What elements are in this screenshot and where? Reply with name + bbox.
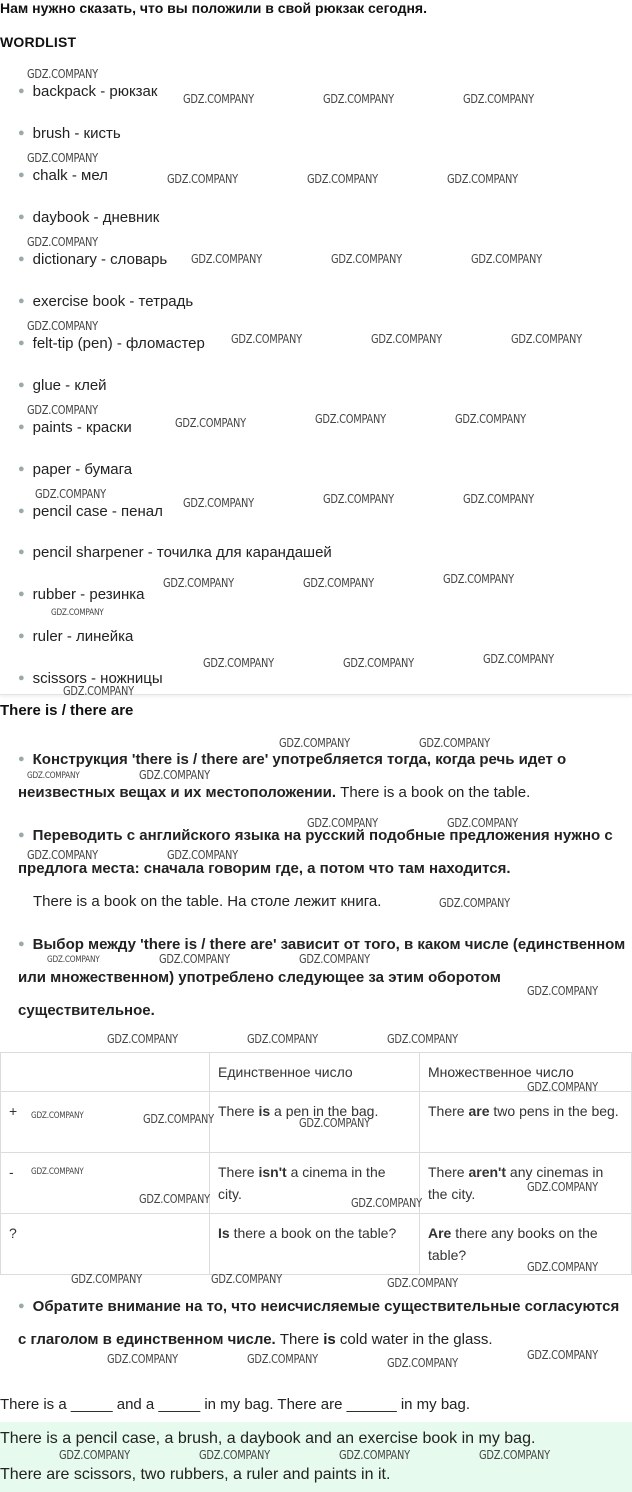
- watermark: GDZ.COMPANY: [247, 1352, 318, 1366]
- bullet-icon: ●: [18, 379, 25, 391]
- watermark: GDZ.COMPANY: [307, 172, 378, 186]
- watermark: GDZ.COMPANY: [279, 736, 350, 750]
- watermark: GDZ.COMPANY: [163, 576, 234, 590]
- watermark: GDZ.COMPANY: [439, 896, 510, 910]
- wordlist-item: ● felt-tip (pen) - фломастер: [18, 335, 205, 352]
- watermark: GDZ.COMPANY: [343, 656, 414, 670]
- watermark: GDZ.COMPANY: [27, 151, 98, 165]
- table-header-singular: Единственное число: [210, 1053, 420, 1092]
- bullet-icon: ●: [18, 85, 25, 97]
- watermark: GDZ.COMPANY: [387, 1276, 458, 1290]
- table-header-plural: Множественное число: [420, 1053, 632, 1092]
- bullet-icon: ●: [18, 211, 25, 223]
- wordlist-item: ● backpack - рюкзак: [18, 83, 158, 100]
- watermark: GDZ.COMPANY: [175, 416, 246, 430]
- watermark: GDZ.COMPANY: [191, 252, 262, 266]
- watermark: GDZ.COMPANY: [307, 816, 378, 830]
- watermark: GDZ.COMPANY: [143, 1112, 214, 1126]
- bullet-icon: ●: [18, 421, 25, 433]
- watermark: GDZ.COMPANY: [387, 1032, 458, 1046]
- watermark: GDZ.COMPANY: [183, 92, 254, 106]
- watermark: GDZ.COMPANY: [27, 319, 98, 333]
- watermark: GDZ.COMPANY: [471, 252, 542, 266]
- bullet-icon: ●: [18, 463, 25, 475]
- watermark: GDZ.COMPANY: [139, 1192, 210, 1206]
- watermark: GDZ.COMPANY: [527, 1348, 598, 1362]
- watermark: GDZ.COMPANY: [27, 771, 80, 781]
- bullet-icon: ●: [18, 169, 25, 181]
- watermark: GDZ.COMPANY: [419, 736, 490, 750]
- watermark: GDZ.COMPANY: [167, 172, 238, 186]
- watermark: GDZ.COMPANY: [303, 576, 374, 590]
- bullet-icon: ●: [18, 938, 25, 950]
- table-sign: +: [1, 1092, 210, 1153]
- watermark: GDZ.COMPANY: [107, 1352, 178, 1366]
- bullet-icon: ●: [18, 295, 25, 307]
- watermark: GDZ.COMPANY: [199, 1448, 270, 1462]
- watermark: GDZ.COMPANY: [299, 1116, 370, 1130]
- grammar-rule-1: ● Конструкция 'there is / there are' употребляется тогда, когда речь идет о неизвестных вещах и их местоположении. There is a book on the table.: [18, 751, 567, 801]
- watermark: GDZ.COMPANY: [447, 816, 518, 830]
- wordlist-item: ● ruler - линейка: [18, 628, 134, 645]
- watermark: GDZ.COMPANY: [443, 572, 514, 586]
- watermark: GDZ.COMPANY: [483, 652, 554, 666]
- watermark: GDZ.COMPANY: [387, 1356, 458, 1370]
- watermark: GDZ.COMPANY: [527, 1180, 598, 1194]
- bullet-icon: ●: [18, 630, 25, 642]
- table-sign: -: [1, 1153, 210, 1214]
- watermark: GDZ.COMPANY: [463, 92, 534, 106]
- table-sign: ?: [1, 1214, 210, 1275]
- bullet-icon: ●: [18, 505, 25, 517]
- bullet-icon: ●: [18, 753, 25, 765]
- watermark: GDZ.COMPANY: [139, 768, 210, 782]
- section-title: There is / there are: [0, 702, 134, 719]
- answer-line-1: There is a pencil case, a brush, a daybook and an exercise book in my bag.: [0, 1430, 536, 1447]
- wordlist-item: ● scissors - ножницы: [18, 670, 163, 687]
- watermark: GDZ.COMPANY: [27, 403, 98, 417]
- bullet-icon: ●: [18, 829, 25, 841]
- watermark: GDZ.COMPANY: [63, 684, 134, 698]
- table-cell-singular: There is a pen in the bag.: [210, 1092, 420, 1153]
- bullet-icon: ●: [18, 253, 25, 265]
- watermark: GDZ.COMPANY: [463, 492, 534, 506]
- wordlist-title: WORDLIST: [0, 34, 77, 50]
- wordlist-item: ● rubber - резинка: [18, 586, 145, 603]
- grammar-rule-3: ● Выбор между 'there is / there are' зависит от того, в каком числе (единственном или множественном) употреблено следующее за этим оборотом существительное.: [18, 936, 626, 1019]
- watermark: GDZ.COMPANY: [371, 332, 442, 346]
- table-cell: [1, 1053, 210, 1092]
- wordlist-item: ● brush - кисть: [18, 125, 121, 142]
- grammar-rule-2: ● Переводить с английского языка на русский подобные предложения нужно с предлога места: сначала говорим где, а потом что там находится. There is a book on the table. На столе лежит книга.: [18, 819, 630, 918]
- watermark: GDZ.COMPANY: [339, 1448, 410, 1462]
- table-cell-plural: There aren't any cinemas in the city.: [420, 1153, 632, 1214]
- watermark: GDZ.COMPANY: [27, 67, 98, 81]
- answer-line-2: There are scissors, two rubbers, a ruler and paints in it.: [0, 1466, 391, 1483]
- watermark: GDZ.COMPANY: [203, 656, 274, 670]
- watermark: GDZ.COMPANY: [315, 412, 386, 426]
- watermark: GDZ.COMPANY: [159, 952, 230, 966]
- bullet-icon: ●: [18, 127, 25, 139]
- bullet-icon: ●: [18, 1300, 25, 1312]
- watermark: GDZ.COMPANY: [27, 848, 98, 862]
- bullet-icon: ●: [18, 588, 25, 600]
- watermark: GDZ.COMPANY: [527, 1080, 598, 1094]
- watermark: GDZ.COMPANY: [511, 332, 582, 346]
- bullet-icon: ●: [18, 672, 25, 684]
- watermark: GDZ.COMPANY: [299, 952, 370, 966]
- watermark: GDZ.COMPANY: [27, 235, 98, 249]
- table-cell-singular: Is there a book on the table?: [210, 1214, 420, 1275]
- task-instruction: Нам нужно сказать, что вы положили в свой рюкзак сегодня.: [0, 0, 427, 16]
- grammar-rule-4: ● Обратите внимание на то, что неисчисляемые существительные согласуются с глаголом в единственном числе. There is cold water in the glass.: [18, 1298, 620, 1348]
- wordlist-item: ● pencil sharpener - точилка для карандашей: [18, 544, 332, 561]
- watermark: GDZ.COMPANY: [183, 496, 254, 510]
- watermark: GDZ.COMPANY: [323, 92, 394, 106]
- table-cell-singular: There isn't a cinema in the city.: [210, 1153, 420, 1214]
- watermark: GDZ.COMPANY: [107, 1032, 178, 1046]
- watermark: GDZ.COMPANY: [211, 1272, 282, 1286]
- watermark: GDZ.COMPANY: [455, 412, 526, 426]
- watermark: GDZ.COMPANY: [31, 1111, 84, 1121]
- exercise-template: There is a _____ and a _____ in my bag. There are ______ in my bag.: [0, 1396, 471, 1413]
- bullet-icon: ●: [18, 337, 25, 349]
- table-cell-plural: Are there any books on the table?: [420, 1214, 632, 1275]
- watermark: GDZ.COMPANY: [323, 492, 394, 506]
- watermark: GDZ.COMPANY: [47, 955, 100, 965]
- wordlist-item: ● paper - бумага: [18, 461, 133, 478]
- watermark: GDZ.COMPANY: [231, 332, 302, 346]
- watermark: GDZ.COMPANY: [527, 1260, 598, 1274]
- grammar-rule-2-example: There is a book on the table. На столе лежит книга.: [33, 893, 382, 910]
- watermark: GDZ.COMPANY: [59, 1448, 130, 1462]
- wordlist-item: ● glue - клей: [18, 377, 107, 394]
- watermark: GDZ.COMPANY: [35, 487, 106, 501]
- wordlist-item: ● daybook - дневник: [18, 209, 160, 226]
- wordlist-item: ● exercise book - тетрадь: [18, 293, 194, 310]
- table-cell-plural: There are two pens in the beg.: [420, 1092, 632, 1153]
- watermark: GDZ.COMPANY: [51, 608, 104, 618]
- watermark: GDZ.COMPANY: [447, 172, 518, 186]
- watermark: GDZ.COMPANY: [247, 1032, 318, 1046]
- watermark: GDZ.COMPANY: [527, 984, 598, 998]
- wordlist-item: ● dictionary - словарь: [18, 251, 168, 268]
- watermark: GDZ.COMPANY: [331, 252, 402, 266]
- watermark: GDZ.COMPANY: [71, 1272, 142, 1286]
- wordlist-item: ● paints - краски: [18, 419, 132, 436]
- watermark: GDZ.COMPANY: [167, 848, 238, 862]
- wordlist-item: ● chalk - мел: [18, 167, 108, 184]
- watermark: GDZ.COMPANY: [31, 1167, 84, 1177]
- wordlist-item: ● pencil case - пенал: [18, 503, 163, 520]
- watermark: GDZ.COMPANY: [351, 1196, 422, 1210]
- watermark: GDZ.COMPANY: [479, 1448, 550, 1462]
- bullet-icon: ●: [18, 546, 25, 558]
